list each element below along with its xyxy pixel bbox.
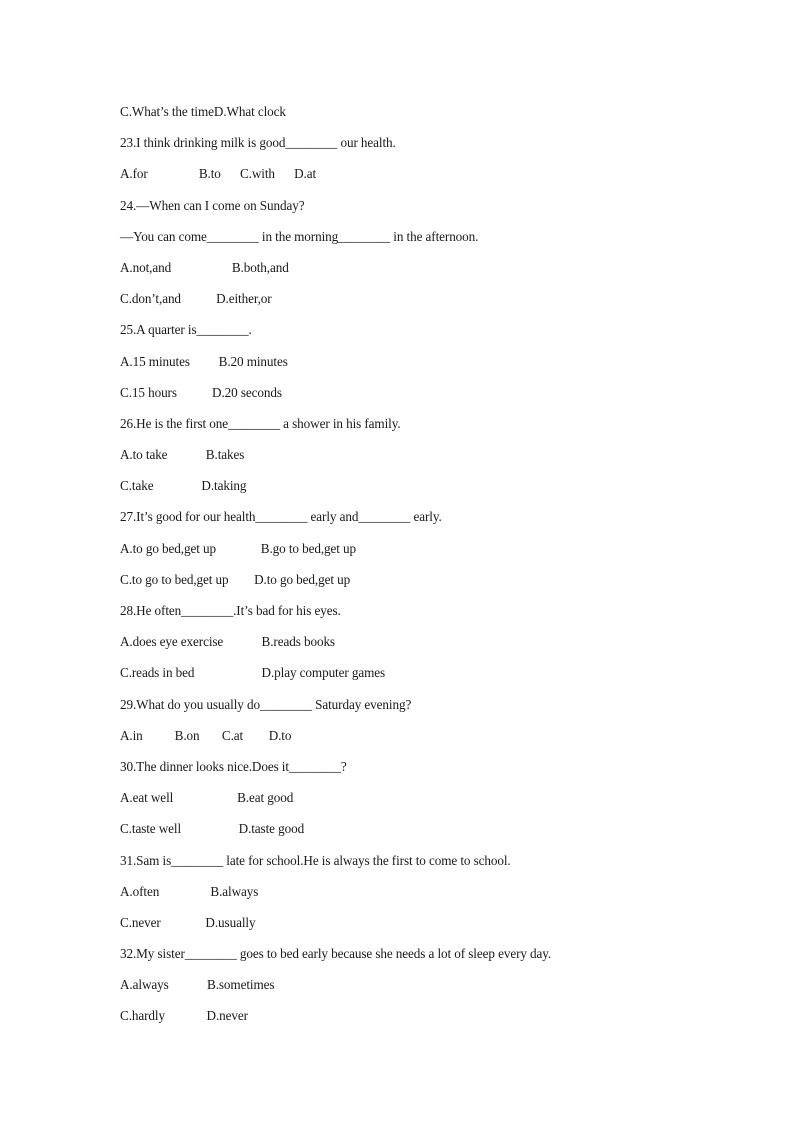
options-27-ab: A.to go bed,get up B.go to bed,get up <box>120 540 357 556</box>
options-28-ab: A.does eye exercise B.reads books <box>120 634 335 650</box>
question-31: 31.Sam is________ late for school.He is always the first to come to school. <box>120 852 511 868</box>
options-25-cd: C.15 hours D.20 seconds <box>120 384 282 400</box>
options-31-cd: C.never D.usually <box>120 914 256 930</box>
options-25-ab: A.15 minutes B.20 minutes <box>120 353 288 369</box>
options-27-cd: C.to go to bed,get up D.to go bed,get up <box>120 571 351 587</box>
options-29: A.in B.on C.at D.to <box>120 727 292 743</box>
question-26: 26.He is the first one________ a shower in his family. <box>120 415 401 431</box>
question-25: 25.A quarter is________. <box>120 322 252 338</box>
options-24-cd: C.don’t,and D.either,or <box>120 291 272 307</box>
question-29: 29.What do you usually do________ Saturday evening? <box>120 696 412 712</box>
options-30-ab: A.eat well B.eat good <box>120 790 294 806</box>
options-31-ab: A.often B.always <box>120 883 259 899</box>
question-30: 30.The dinner looks nice.Does it________? <box>120 758 347 774</box>
options-32-cd: C.hardly D.never <box>120 1008 248 1024</box>
question-23: 23.I think drinking milk is good________ our health. <box>120 135 396 151</box>
text-line: C.What’s the timeD.What clock <box>120 104 286 119</box>
question-27: 27.It’s good for our health________ early and________ early. <box>120 509 442 525</box>
question-32: 32.My sister________ goes to bed early because she needs a lot of sleep every day. <box>120 946 552 962</box>
question-24: 24.—When can I come on Sunday? <box>120 197 305 213</box>
question-28: 28.He often________.It’s bad for his eyes. <box>120 603 341 618</box>
options-30-cd: C.taste well D.taste good <box>120 821 305 837</box>
options-28-cd: C.reads in bed D.play computer games <box>120 665 386 681</box>
question-list <box>120 103 720 1039</box>
question-24-dialogue: —You can come________ in the morning________ in the afternoon. <box>120 228 479 244</box>
options-26-cd: C.take D.taking <box>120 478 247 494</box>
options-24-ab: A.not,and B.both,and <box>120 259 289 275</box>
options-26-ab: A.to take B.takes <box>120 447 245 463</box>
options-32-ab: A.always B.sometimes <box>120 977 275 993</box>
options-23: A.for B.to C.with D.at <box>120 166 317 182</box>
